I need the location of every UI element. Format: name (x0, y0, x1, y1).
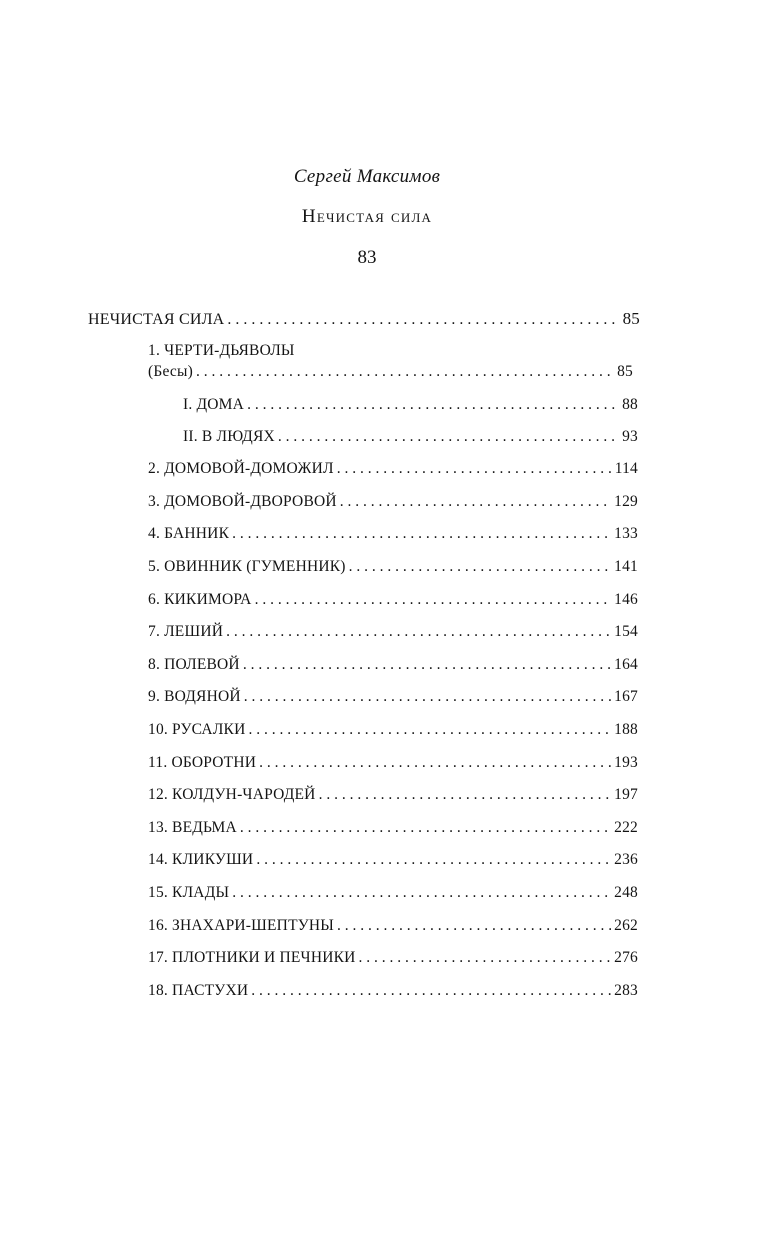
toc-entry[interactable] (148, 819, 638, 837)
toc-entry[interactable] (148, 558, 638, 576)
toc-entry-page: 164 (614, 656, 638, 673)
toc-entry-page: 167 (614, 688, 638, 705)
author-name: Сергей Максимов (293, 166, 441, 187)
toc-entry-page: 85 (617, 363, 633, 380)
toc-entry[interactable] (148, 363, 633, 381)
toc-leader-dots (256, 851, 611, 869)
toc-entry-page: 222 (614, 819, 638, 836)
section-page-number: 83 (357, 247, 377, 268)
toc-entry-label: 15. КЛАДЫ (148, 884, 230, 901)
toc-entry-page: 197 (614, 786, 638, 803)
toc-leader-dots (340, 493, 611, 511)
toc-entry-page: 129 (614, 493, 638, 510)
toc-leader-dots (196, 363, 614, 381)
toc-entry[interactable] (148, 721, 638, 739)
toc-entry[interactable] (148, 884, 638, 902)
toc-entry-label: 10. РУСАЛКИ (148, 721, 246, 738)
toc-entry[interactable] (148, 754, 638, 772)
toc-entry-page: 248 (614, 884, 638, 901)
toc-entry-page: 154 (614, 623, 638, 640)
toc-leader-dots (255, 591, 612, 609)
toc-leader-dots (226, 623, 611, 641)
toc-entry-page: 141 (614, 558, 638, 575)
toc-entry-label: 5. ОВИННИК (ГУМЕННИК) (148, 558, 346, 575)
toc-entry-label: 16. ЗНАХАРИ-ШЕПТУНЫ (148, 917, 335, 934)
toc-entry[interactable] (148, 982, 638, 1000)
toc-entry[interactable] (183, 428, 638, 446)
toc-leader-dots (232, 525, 611, 543)
toc-entry[interactable] (148, 656, 638, 674)
toc-entry-page: 133 (614, 525, 638, 542)
toc-entry-label: 8. ПОЛЕВОЙ (148, 656, 240, 673)
toc-entry-page: 236 (614, 851, 638, 868)
book-title: Нечистая сила (301, 206, 433, 227)
toc-entry-page: 88 (622, 396, 638, 413)
toc-entry-label: 13. ВЕДЬМА (148, 819, 237, 836)
toc-leader-dots (278, 428, 619, 446)
toc-entry-page: 262 (614, 917, 638, 934)
toc-entry-label: 3. ДОМОВОЙ-ДВОРОВОЙ (148, 493, 337, 510)
toc-entry-label: I. ДОМА (183, 396, 245, 413)
toc-entry-label: 14. КЛИКУШИ (148, 851, 254, 868)
toc-leader-dots (227, 311, 619, 329)
toc-leader-dots (232, 884, 611, 902)
toc-entry-label: (Бесы) (148, 363, 193, 380)
toc-entry-label: 9. ВОДЯНОЙ (148, 688, 241, 705)
toc-entry[interactable] (148, 460, 638, 478)
toc-entry-page: 146 (614, 591, 638, 608)
toc-entry[interactable] (148, 949, 638, 967)
toc-entry-page: 283 (614, 982, 638, 999)
toc-leader-dots (251, 982, 611, 1000)
toc-entry-page: 276 (614, 949, 638, 966)
toc-entry[interactable] (148, 525, 638, 543)
toc-entry-page: 114 (614, 460, 638, 477)
toc-entry-label: 17. ПЛОТНИКИ И ПЕЧНИКИ (148, 949, 356, 966)
toc-leader-dots (243, 656, 611, 674)
toc-main-entry[interactable] (88, 309, 640, 329)
toc-entry-label: 12. КОЛДУН-ЧАРОДЕЙ (148, 786, 316, 803)
toc-leader-dots (349, 558, 611, 576)
toc-entry-label: 4. БАННИК (148, 525, 230, 542)
toc-entry-page: 93 (622, 428, 638, 445)
toc-entry[interactable] (148, 786, 638, 804)
toc-leader-dots (337, 917, 611, 935)
toc-leader-dots (319, 786, 612, 804)
toc-entry[interactable] (148, 851, 638, 869)
toc-entry-label: 6. КИКИМОРА (148, 591, 252, 608)
toc-entry-label: 18. ПАСТУХИ (148, 982, 249, 999)
toc-entry-label: II. В ЛЮДЯХ (183, 428, 275, 445)
toc-entry[interactable] (148, 623, 638, 641)
toc-leader-dots (244, 688, 611, 706)
toc-entry[interactable] (183, 396, 638, 414)
toc-entry[interactable] (148, 917, 638, 935)
toc-leader-dots (359, 949, 612, 967)
toc-entry-page: 193 (614, 754, 638, 771)
toc-leader-dots (240, 819, 611, 837)
toc-entry-page: 85 (622, 309, 640, 328)
toc-entry[interactable] (148, 591, 638, 609)
toc-chapter-heading: 1. ЧЕРТИ-ДЬЯВОЛЫ (148, 342, 295, 359)
toc-entry-label: 7. ЛЕШИЙ (148, 623, 224, 640)
toc-leader-dots (248, 721, 611, 739)
toc-entry-page: 188 (614, 721, 638, 738)
toc-entry-label: 11. ОБОРОТНИ (148, 754, 257, 771)
toc-entry-label: НЕЧИСТАЯ СИЛА (88, 311, 225, 328)
toc-entry[interactable] (148, 493, 638, 511)
toc-leader-dots (259, 754, 611, 772)
toc-entry[interactable] (148, 688, 638, 706)
toc-leader-dots (247, 396, 619, 414)
toc-leader-dots (337, 460, 612, 478)
toc-entry-label: 2. ДОМОВОЙ-ДОМОЖИЛ (148, 460, 334, 477)
